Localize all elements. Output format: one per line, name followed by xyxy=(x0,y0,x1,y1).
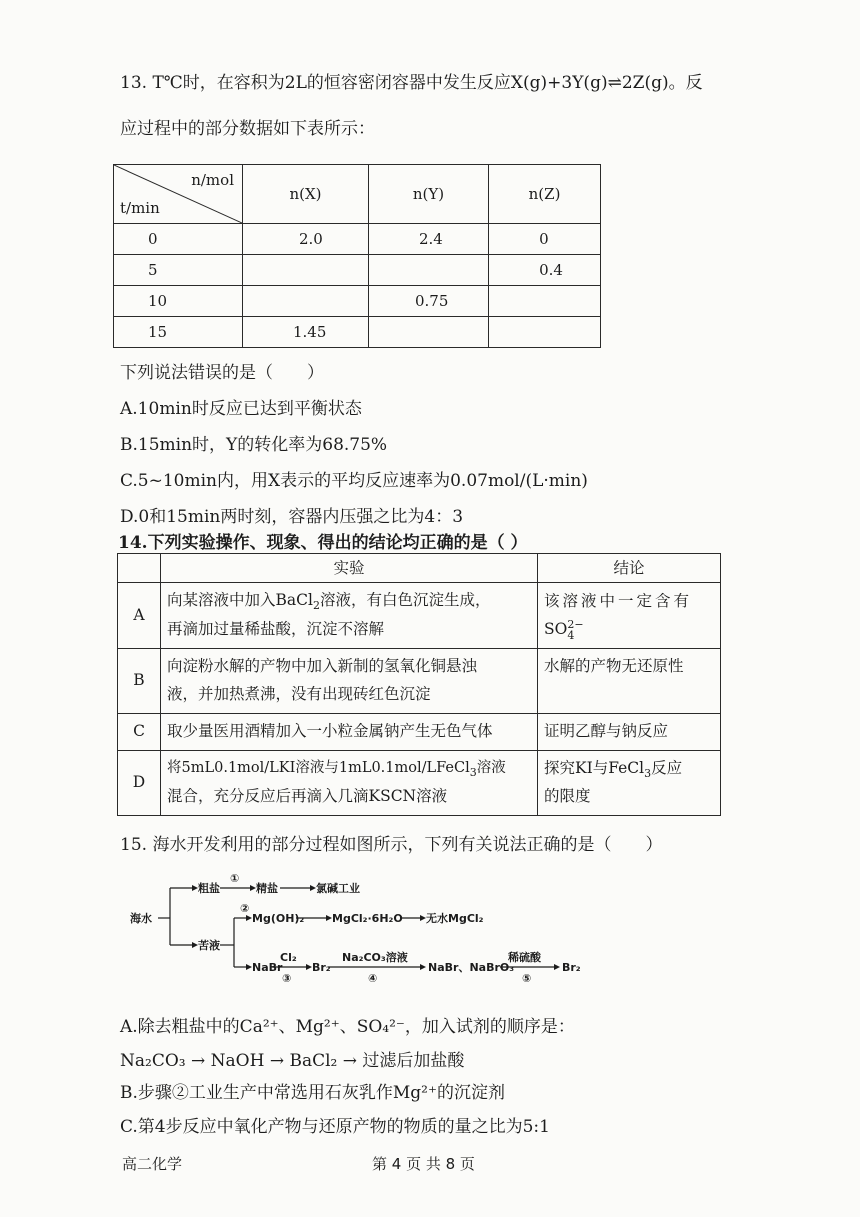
label-step2: ② xyxy=(240,902,250,915)
label-nabr: NaBr xyxy=(252,961,283,974)
header-nx: n(X) xyxy=(243,165,369,224)
label-step5: ⑤ xyxy=(522,972,532,985)
q15-option-b: B.步骤②工业生产中常选用石灰乳作Mg²⁺的沉淀剂 xyxy=(120,1083,505,1103)
experiment-cell xyxy=(161,583,538,649)
cell-ny xyxy=(368,255,488,286)
q14-stem: 14.下列实验操作、现象、得出的结论均正确的是（ ） xyxy=(118,533,528,553)
exp-text-line2: 混合，充分反应后再滴入几滴KSCN溶液 xyxy=(167,786,448,805)
q15-stem: 15. 海水开发利用的部分过程如图所示，下列有关说法正确的是（ ） xyxy=(120,835,663,855)
table-row xyxy=(114,317,601,348)
label-na2co3: Na₂CO₃溶液 xyxy=(342,951,408,964)
cell-ny: 2.4 xyxy=(368,224,488,255)
label-cl2: Cl₂ xyxy=(280,951,297,964)
q13-data-table xyxy=(113,164,601,348)
label-brine: 苦液 xyxy=(198,939,220,952)
cell-nz: 0 xyxy=(489,224,601,255)
label-br2: Br₂ xyxy=(312,961,331,974)
cell-time: 10 xyxy=(114,286,243,317)
label-seawater: 海水 xyxy=(130,912,152,925)
conclusion-cell xyxy=(538,583,721,649)
exp-text: 将5mL0.1mol/LKI溶液与1mL0.1mol/LFeCl xyxy=(167,760,470,777)
q15-option-a-line2: Na₂CO₃ → NaOH → BaCl₂ → 过滤后加盐酸 xyxy=(120,1051,465,1071)
table-row xyxy=(118,648,721,713)
col-label-empty xyxy=(118,554,161,583)
col-experiment: 实验 xyxy=(161,554,538,583)
experiment-cell xyxy=(161,750,538,816)
con-text: 水解的产物无还原性 xyxy=(544,656,684,675)
header-ny: n(Y) xyxy=(368,165,488,224)
con-sub: 3 xyxy=(644,766,652,780)
label-chlor-alkali: 氯碱工业 xyxy=(316,882,360,895)
con-sub: 4 xyxy=(567,628,575,642)
exp-text-line2: 液，并加热煮沸，没有出现砖红色沉淀 xyxy=(167,684,431,703)
label-step1: ① xyxy=(230,872,240,885)
label-step3: ③ xyxy=(282,972,292,985)
corner-bottom-label: t/min xyxy=(120,199,160,217)
table-row xyxy=(118,750,721,816)
table-row xyxy=(114,286,601,317)
table-row xyxy=(118,583,721,649)
footer-subject: 高二化学 xyxy=(122,1155,183,1173)
experiment-cell: 取少量医用酒精加入一小粒金属钠产生无色气体 xyxy=(161,713,538,750)
exp-sub: 3 xyxy=(469,766,477,780)
label-h2so4: 稀硫酸 xyxy=(508,951,541,964)
exp-text-tail: 溶液，有白色沉淀生成， xyxy=(319,591,491,610)
label-crude-salt: 粗盐 xyxy=(198,882,220,895)
cell-nz xyxy=(489,286,601,317)
label-anhydrous-mgcl2: 无水MgCl₂ xyxy=(426,912,484,925)
row-label: B xyxy=(118,648,161,713)
con-text-line2: 的限度 xyxy=(544,787,591,806)
cell-time: 5 xyxy=(114,255,243,286)
cell-time: 0 xyxy=(114,224,243,255)
cell-ny: 0.75 xyxy=(368,286,488,317)
label-step4: ④ xyxy=(368,972,378,985)
experiment-cell xyxy=(161,648,538,713)
con-text-tail: 反应 xyxy=(651,758,683,777)
corner-top-label: n/mol xyxy=(191,171,234,189)
table-row xyxy=(118,713,721,750)
footer-page-number: 第 4 页 共 8 页 xyxy=(372,1155,475,1173)
q13-option-d: D.0和15min两时刻，容器内压强之比为4：3 xyxy=(120,507,464,527)
con-text: 该溶液中一定含有 xyxy=(544,591,693,610)
cell-nz: 0.4 xyxy=(489,255,601,286)
label-mgcl2-hydrate: MgCl₂·6H₂O xyxy=(332,912,403,925)
label-refined-salt: 精盐 xyxy=(256,882,278,895)
cell-ny xyxy=(368,317,488,348)
label-br2-final: Br₂ xyxy=(562,961,581,974)
row-label: A xyxy=(118,583,161,649)
q13-prompt: 下列说法错误的是（ ） xyxy=(120,363,324,383)
exp-text: 向某溶液中加入BaCl xyxy=(167,591,313,610)
q13-stem-line2: 应过程中的部分数据如下表所示： xyxy=(120,119,375,139)
exp-sub: 2 xyxy=(312,599,320,613)
q13-stem-line1: 13. T℃时，在容积为2L的恒容密闭容器中发生反应X(g)+3Y(g)⇌2Z(g)。反 xyxy=(120,73,703,93)
label-mgoh2: Mg(OH)₂ xyxy=(252,912,305,925)
q14-experiment-table xyxy=(117,553,721,816)
exp-text-line2: 再滴加过量稀盐酸，沉淀不溶解 xyxy=(167,620,385,639)
row-label: C xyxy=(118,713,161,750)
q15-option-a-line1: A.除去粗盐中的Ca²⁺、Mg²⁺、SO₄²⁻，加入试剂的顺序是： xyxy=(120,1017,575,1037)
q15-option-c: C.第4步反应中氧化产物与还原产物的物质的量之比为5:1 xyxy=(120,1117,550,1137)
q13-option-c: C.5~10min内，用X表示的平均反应速率为0.07mol/(L·min) xyxy=(120,471,588,491)
table-row xyxy=(114,255,601,286)
exp-text: 向淀粉水解的产物中加入新制的氢氧化铜悬浊 xyxy=(167,656,478,675)
table-row xyxy=(114,224,601,255)
row-label: D xyxy=(118,750,161,816)
cell-nx: 2.0 xyxy=(243,224,369,255)
con-text-line2: SO xyxy=(544,619,568,638)
cell-time: 15 xyxy=(114,317,243,348)
con-text: 探究KI与FeCl xyxy=(544,758,645,777)
cell-nz xyxy=(489,317,601,348)
cell-nx xyxy=(243,286,369,317)
conclusion-cell: 证明乙醇与钠反应 xyxy=(538,713,721,750)
cell-nx: 1.45 xyxy=(243,317,369,348)
conclusion-cell xyxy=(538,750,721,816)
header-nz: n(Z) xyxy=(489,165,601,224)
cell-nx xyxy=(243,255,369,286)
conclusion-cell xyxy=(538,648,721,713)
q13-option-a: A.10min时反应已达到平衡状态 xyxy=(120,399,362,419)
seawater-process-diagram xyxy=(130,862,590,987)
exp-text-tail: 溶液 xyxy=(476,760,506,777)
con-sup: 2− xyxy=(567,617,584,631)
col-conclusion: 结论 xyxy=(538,554,721,583)
table-corner-cell xyxy=(114,165,243,224)
q13-option-b: B.15min时，Y的转化率为68.75% xyxy=(120,435,388,455)
label-nabr-nabro3: NaBr、NaBrO₃ xyxy=(428,961,515,974)
